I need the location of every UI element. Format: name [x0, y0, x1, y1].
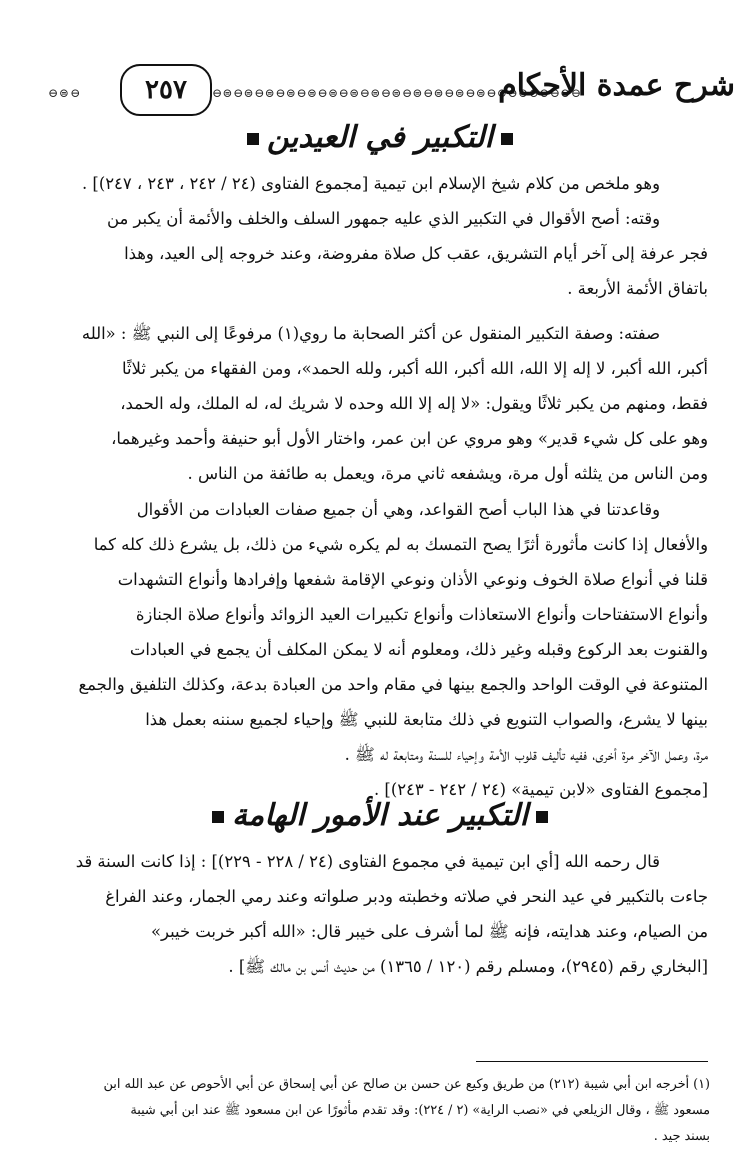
text-line: [البخاري رقم (٢٩٤٥)، ومسلم رقم (١٢٠ / ١٣٦٥) من حديث أنس بن مالك ﷺ] . [228, 957, 708, 976]
section-heading-eid-takbir: التكبير في العيدين [60, 120, 700, 155]
text-line: والقنوت بعد الركوع وقبله وغير ذلك، ومعلوم أنه لا يمكن المكلف أن يجمع في العبادات [129, 640, 708, 659]
text-line: ومن الناس من يثلثه أول مرة، ويشفعه ثاني مرة، ويعمل به طائفة من الناس . [187, 464, 708, 483]
text-line: فجر عرفة إلى آخر أيام التشريق، عقب كل صلاة مفروضة، وعند خروجه إلى العيد، وهذا [124, 244, 708, 263]
footnote-line: بسند جيد . [653, 1129, 710, 1144]
page-header [20, 62, 735, 120]
ornament-chain: ⊖⊜⊖⊜⊖⊜⊖⊜⊖⊜⊖⊜⊖⊜⊖⊜⊖⊜⊖⊜⊖⊜⊖⊜⊖⊜⊖⊜⊖⊜⊖⊜⊖⊜⊖ [212, 86, 582, 100]
footnote-line: (١) أخرجه ابن أبي شيبة (٢١٢) من طريق وكيع عن حسن بن صالح عن أبي إسحاق عن أبي الأحوص عن عبد الله ابن [103, 1077, 710, 1092]
text-line: [مجموع الفتاوى «لابن تيمية» (٢٤ / ٢٤٢ - ٢٤٣)] . [374, 780, 708, 799]
text-line: والأفعال إذا كانت مأثورة أثرًا يصح التمسك به لم يكره شيء من ذلك، بل يشرع ذلك كله كما [93, 535, 708, 554]
paragraph-timing [30, 166, 708, 306]
text-line: قال رحمه الله [أي ابن تيمية في مجموع الفتاوى (٢٤ / ٢٢٨ - ٢٢٩)] : إذا كانت السنة قد [75, 852, 660, 871]
ornament-left: ⊖⊜⊖ [48, 86, 82, 100]
text-line: مرة، وعمل الآخر مرة أخرى، ففيه تأليف قلوب الأمة وإحياء للسنة ومتابعة له ﷺ . [344, 745, 708, 764]
text-line: صفته: وصفة التكبير المنقول عن أكثر الصحابة ما روي(١) مرفوعًا إلى النبي ﷺ : «الله [81, 324, 660, 343]
text-line: وأنواع الاستفتاحات وأنواع الاستعاذات وأنواع تكبيرات العيد الزوائد وأنواع صلاة الجنازة [135, 605, 708, 624]
text-line: قلنا في أنواع صلاة الخوف ونوعي الأذان ونوعي الإقامة شفعها وإفرادها وأنواع التشهدات [117, 570, 708, 589]
text-line: أكبر، الله أكبر، لا إله إلا الله، الله أكبر، الله أكبر، ولله الحمد»، ومن الفقهاء من يكبر ثلاثًا [121, 359, 708, 378]
text-line: وهو على كل شيء قدير» وهو مروي عن ابن عمر، واختار الأول أبو حنيفة وأحمد وغيرهما، [111, 429, 708, 448]
text-line: جاءت بالتكبير في عيد النحر في صلاته وخطبته ودبر صلواته وعند رمي الجمار، وعند الفراغ [105, 887, 708, 906]
footnote [30, 1072, 710, 1150]
paragraph-rule [30, 492, 708, 807]
square-bullet-icon [536, 811, 548, 823]
footnote-line: مسعود ﷺ ، وقال الزيلعي في «نصب الراية» (٢ / ٢٢٤): وقد تقدم مأثورًا عن ابن مسعود ﷺ عند ابن أبي شيبة [130, 1103, 710, 1118]
footnote-divider [476, 1061, 708, 1062]
page-number: ٢٥٧ [120, 64, 212, 116]
text-line: من الصيام، وعند هدايته، فإنه ﷺ لما أشرف على خيبر قال: «الله أكبر خربت خيبر» [151, 922, 708, 941]
square-bullet-icon [501, 133, 513, 145]
section-heading-important-matters: التكبير عند الأمور الهامة [60, 798, 700, 833]
text-line: المتنوعة في الوقت الواحد والجمع بينها في مقام واحد من العبادة بدعة، وكذلك التلفيق والجمع [78, 675, 708, 694]
paragraph-ibn-taymiyya [30, 844, 708, 984]
square-bullet-icon [212, 811, 224, 823]
running-title: شرح عمدة الأحكام [498, 68, 735, 103]
text-line: وقته: أصح الأقوال في التكبير الذي عليه جمهور السلف والخلف والأئمة أن يكبر من [107, 209, 660, 228]
text-line: باتفاق الأئمة الأربعة . [567, 279, 708, 298]
square-bullet-icon [247, 133, 259, 145]
text-line: وهو ملخص من كلام شيخ الإسلام ابن تيمية [مجموع الفتاوى (٢٤ / ٢٤٢ ، ٢٤٣ ، ٢٤٧)] . [82, 174, 660, 193]
text-line: بينها لا يشرع، والصواب التنويع في ذلك متابعة للنبي ﷺ وإحياء لجميع سننه بعمل هذا [145, 710, 708, 729]
paragraph-form [30, 316, 708, 491]
text-line: وقاعدتنا في هذا الباب أصح القواعد، وهي أن جميع صفات العبادات من الأقوال [136, 500, 660, 519]
text-line: فقط، ومنهم من يكبر ثلاثًا ويقول: «لا إله إلا الله وحده لا شريك له، له الملك، وله الحمد، [120, 394, 708, 413]
